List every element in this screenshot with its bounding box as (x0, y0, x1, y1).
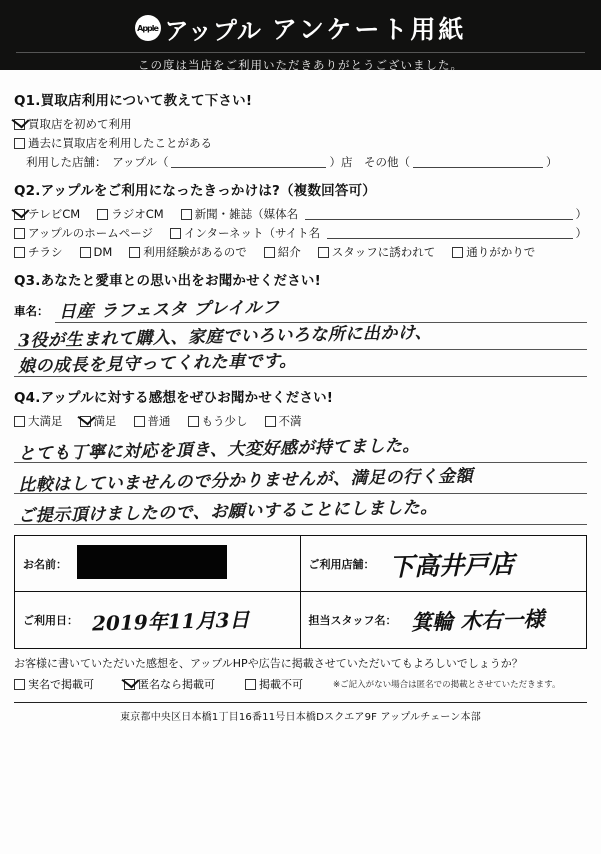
q2-option-9[interactable] (318, 244, 436, 260)
q2-option-row-1 (14, 206, 587, 222)
q4-option-3[interactable] (188, 413, 248, 429)
checkbox-icon (134, 416, 145, 427)
checkbox-icon (318, 247, 329, 258)
q1-store-label: 利用した店舗： アップル（ (26, 155, 169, 169)
q2-option-10[interactable] (452, 244, 535, 260)
q4-option-4[interactable] (265, 413, 302, 429)
q4-option-4-label: 不満 (278, 414, 302, 428)
q2-option-0[interactable] (14, 206, 80, 222)
q2-media-name-input[interactable] (305, 208, 572, 220)
checkbox-icon (14, 679, 25, 690)
q3-car-row (14, 296, 587, 323)
store-value: 下高井戸店 (388, 548, 514, 582)
q2-option-3-label: アップルのホームページ (28, 226, 154, 240)
q3-line-2[interactable] (14, 350, 587, 377)
q2-option-2-label: 新聞・雑誌（媒体名 (194, 207, 299, 221)
q3-title: Q3.あなたと愛車との思い出をお聞かせください! (14, 273, 321, 289)
checkbox-icon (14, 119, 25, 130)
store-value-wrap (383, 536, 587, 591)
customer-info-table (14, 535, 587, 649)
q4-option-1[interactable] (80, 413, 117, 429)
store-cell[interactable] (301, 536, 587, 592)
header-subtitle: この度は当店をご利用いただきありがとうございました。 (16, 52, 585, 73)
q2-option-8[interactable] (264, 244, 301, 260)
q2-option-row-2 (14, 225, 587, 241)
q3-car-label: 車名： (14, 304, 49, 318)
q1-title: Q1.買取店利用について教えて下さい! (14, 93, 253, 109)
checkbox-icon (97, 209, 108, 220)
q3-line-1[interactable] (14, 323, 587, 350)
name-cell[interactable] (15, 536, 301, 592)
q2-row2-end: ） (575, 226, 587, 240)
q2-option-5[interactable] (14, 244, 63, 260)
q4-line-3[interactable] (14, 494, 587, 525)
q1-option-1-label: 過去に買取店を利用したことがある (28, 136, 212, 150)
date-value-wrap (86, 592, 300, 648)
publish-permission-options (14, 676, 587, 692)
page-title: アンケート用紙 (271, 15, 467, 44)
company-address: 東京都中央区日本橋1丁目16番11号日本橋Dスクエア9F アップルチェーン本部 (14, 702, 587, 723)
q2-option-1-label: ラジオCM (111, 207, 164, 221)
staff-label: 担当スタッフ名： (308, 614, 397, 627)
checkbox-icon (181, 209, 192, 220)
footer-option-1-label: 匿名なら掲載可 (138, 678, 215, 692)
q1-option-row-1 (14, 116, 587, 132)
q1-store-end: ） (545, 155, 558, 169)
q1-option-0-label: 買取店を初めて利用 (28, 117, 132, 131)
header (0, 0, 601, 70)
apple-badge-icon: Apple (135, 15, 161, 41)
q4-option-2-label: 普通 (147, 414, 171, 428)
q2-option-3[interactable] (14, 225, 153, 241)
footer-option-1[interactable] (124, 676, 215, 692)
checkbox-icon (80, 416, 91, 427)
q4-line-1[interactable] (14, 432, 587, 463)
q2-option-0-label: テレビCM (28, 207, 81, 221)
q2-option-6-label: DM (93, 245, 113, 259)
q4-line-2[interactable] (14, 463, 587, 494)
q4-option-2[interactable] (134, 413, 171, 429)
q2-option-7[interactable] (129, 244, 247, 260)
name-label: お名前： (23, 557, 67, 571)
staff-value: 箕輪 木右一様 (410, 606, 545, 635)
q2-option-row-3 (14, 244, 587, 260)
footer-option-2-label: 掲載不可 (259, 678, 303, 692)
q4-option-0-label: 大満足 (28, 414, 63, 428)
publish-permission-question: お客様に書いていただいた感想を、アップルHPや広告に掲載させていただいてもよろしいでしょうか？ (14, 657, 523, 670)
form-body (0, 70, 601, 649)
footer-option-2[interactable] (245, 676, 303, 692)
checkbox-icon (14, 247, 25, 258)
checkbox-icon (170, 228, 181, 239)
q2-site-name-input[interactable] (327, 227, 572, 239)
checkbox-icon (80, 247, 91, 258)
q2-option-8-label: 紹介 (277, 245, 301, 259)
name-value (75, 536, 300, 591)
checkbox-icon (452, 247, 463, 258)
footer-option-0-label: 実名で掲載可 (28, 678, 94, 692)
q2-title: Q2.アップルをご利用になったきっかけは?（複数回答可） (14, 183, 376, 199)
checkbox-icon (264, 247, 275, 258)
q4-line-2-text: 比較はしていませんので分かりませんが、満足の行く金額 (17, 466, 474, 496)
footer (0, 649, 601, 723)
q3-line-2-text: 娘の成長を見守ってくれた車です。 (17, 351, 297, 377)
q2-option-6[interactable] (80, 245, 113, 259)
q2-option-2[interactable] (181, 206, 299, 222)
q1-option-row-2 (14, 135, 587, 151)
q1-store-apple-input[interactable] (171, 156, 326, 168)
q3-car-value: 日産 ラフェスタ プレイルフ (58, 297, 280, 323)
q1-store-other-input[interactable] (413, 156, 543, 168)
q2-option-1[interactable] (97, 206, 163, 222)
checkbox-icon (14, 138, 25, 149)
q2-option-5-label: チラシ (28, 245, 63, 259)
checkbox-icon (14, 416, 25, 427)
q3-line-1-text: 3役が生まれて購入、家庭でいろいろな所に出かけ、 (17, 322, 433, 352)
q4-option-row (14, 413, 587, 429)
checkbox-icon (188, 416, 199, 427)
date-value: 2019年11月3日 (91, 607, 250, 636)
date-cell[interactable] (15, 592, 301, 648)
checkbox-icon (245, 679, 256, 690)
q1-option-0[interactable] (14, 116, 132, 132)
q4-line-3-text: ご提示頂けましたので、お願いすることにしました。 (17, 497, 438, 527)
q2-option-4[interactable] (170, 225, 320, 241)
q4-title: Q4.アップルに対する感想をぜひお聞かせください! (14, 390, 334, 406)
q1-store-row (14, 154, 587, 170)
checkbox-icon (129, 247, 140, 258)
q2-option-10-label: 通りがかりで (466, 245, 536, 259)
date-label: ご利用日： (23, 614, 78, 627)
checkbox-icon (265, 416, 276, 427)
q2-option-9-label: スタッフに誘われて (331, 245, 436, 259)
redaction-bar (77, 545, 227, 579)
q2-option-7-label: 利用経験があるので (143, 245, 247, 259)
q4-option-1-label: 満足 (93, 414, 117, 428)
store-label: ご利用店舗： (308, 557, 375, 571)
q3-car-input[interactable] (55, 296, 588, 323)
q2-row1-end: ） (575, 207, 587, 221)
logo-text: アップル (164, 16, 262, 45)
q4-line-1-text: とても丁寧に対応を頂き、大変好感が持てました。 (17, 435, 421, 465)
staff-value-wrap (405, 592, 587, 648)
apple-logo (135, 11, 262, 46)
staff-cell[interactable] (301, 592, 587, 648)
footer-option-0[interactable] (14, 676, 94, 692)
checkbox-icon (14, 228, 25, 239)
q1-option-1[interactable] (14, 135, 212, 151)
footer-note: ※ご記入がない場合は匿名での掲載とさせていただきます。 (333, 680, 561, 691)
q2-option-4-label: インターネット（サイト名 (184, 226, 321, 240)
q1-store-mid: ）店 その他（ (329, 155, 410, 169)
q4-option-3-label: もう少し (201, 414, 248, 428)
checkbox-icon (14, 209, 25, 220)
checkbox-icon (124, 679, 135, 690)
q4-option-0[interactable] (14, 413, 63, 429)
